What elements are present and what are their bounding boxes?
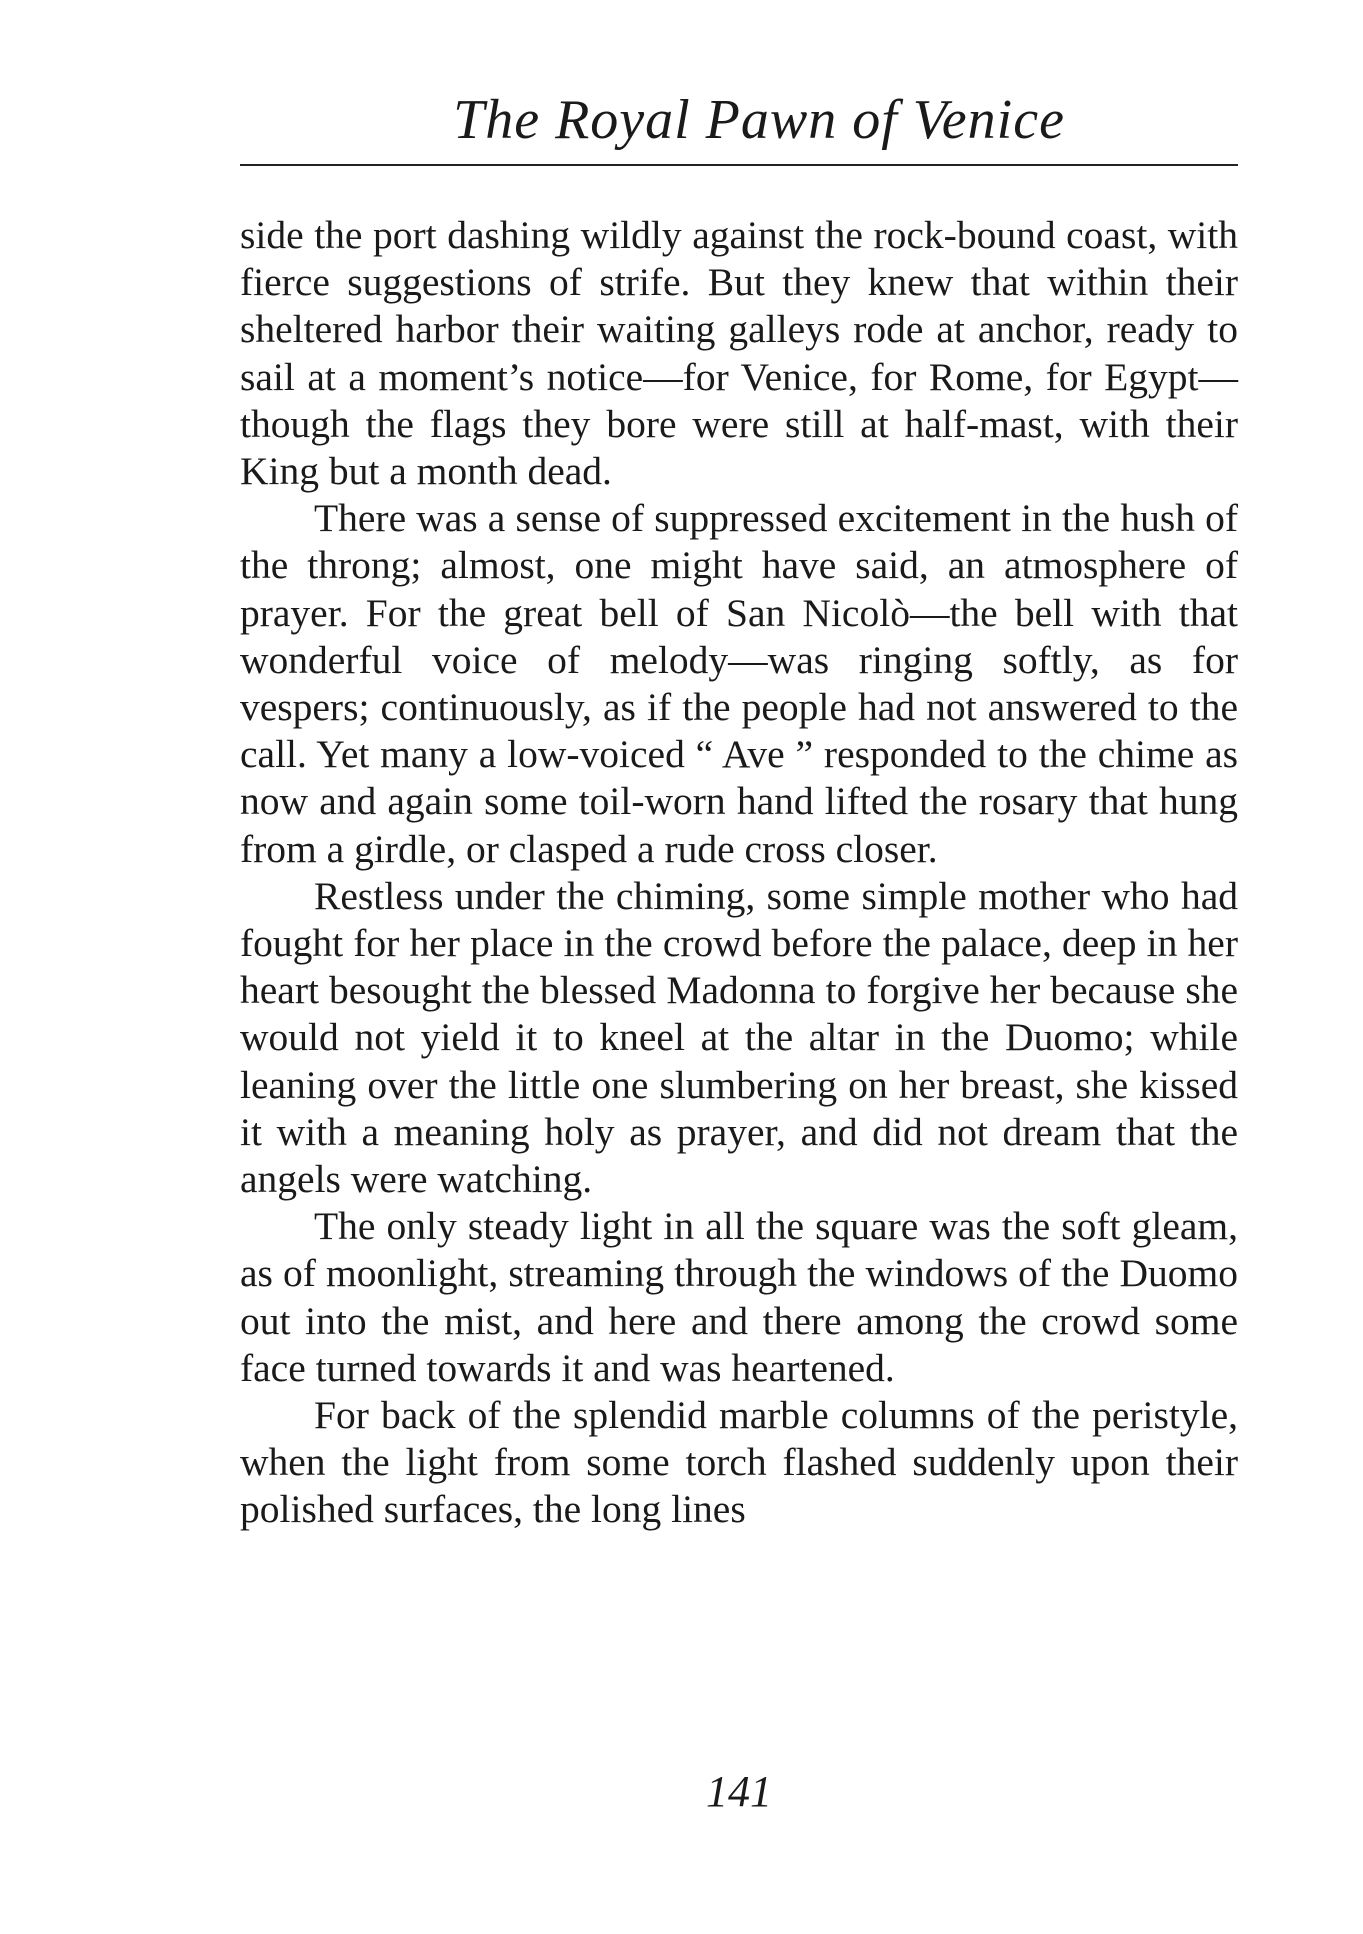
running-head: The Royal Pawn of Venice bbox=[453, 89, 1065, 151]
paragraph: There was a sense of suppressed excitement in the hush of the throng; almost, one might have said, an atmosphere of prayer. For the great bell of San Nicolò—the bell with that wonderful voice of melody—was ringing softly, as for vespers; continuously, as if the people had not answered to the call. Yet many a low-voiced “ Ave ” responded to the chime as now and again some toil-worn hand lifted the rosary that hung from a girdle, or clasped a rude cross closer. bbox=[240, 496, 1238, 871]
paragraph-continued: side the port dashing wildly against the rock-bound coast, with fierce suggestions of strife. But they knew that within their sheltered harbor their waiting galleys rode at anchor, ready to sail at a moment’s notice—for Venice, for Rome, for Egypt—though the flags they bore were still at half-mast, with their King but a month dead. bbox=[240, 213, 1238, 494]
body-text bbox=[240, 212, 1238, 1534]
paragraph: Restless under the chiming, some simple mother who had fought for her place in the crowd before the palace, deep in her heart besought the blessed Madonna to forgive her because she would not yield it to kneel at the altar in the Duomo; while leaning over the little one slumbering on her breast, she kissed it with a meaning holy as prayer, and did not dream that the angels were watching. bbox=[240, 873, 1238, 1202]
paragraph: For back of the splendid marble columns of the peristyle, when the light from some torch flashed suddenly upon their polished surfaces, the long lines bbox=[240, 1393, 1238, 1532]
page-number: 141 bbox=[706, 1767, 772, 1816]
paragraph: The only steady light in all the square was the soft gleam, as of moonlight, streaming through the windows of the Duomo out into the mist, and here and there among the crowd some face turned towards it and was heartened. bbox=[240, 1204, 1238, 1390]
header-rule bbox=[240, 164, 1238, 166]
